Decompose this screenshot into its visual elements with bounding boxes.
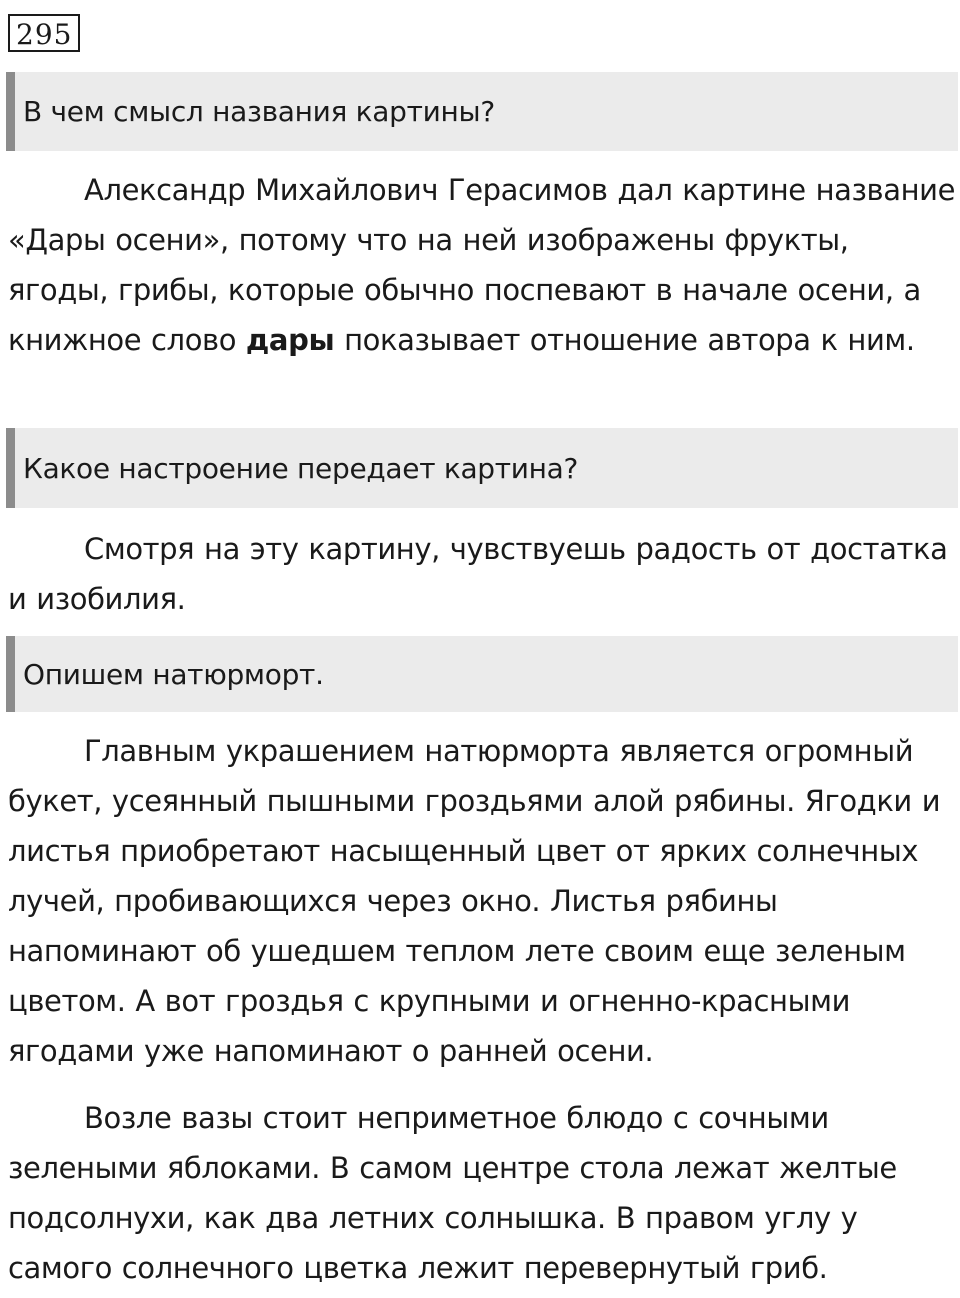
question-label: Опишем натюрморт.	[23, 657, 324, 691]
answer-mood: Смотря на эту картину, чувствуешь радость от достатка и изобилия.	[8, 532, 948, 616]
answer-text: показывает отношение автора к ним.	[334, 323, 915, 357]
question-title-meaning	[6, 72, 958, 151]
answer-text: Александр Михайлович Герасимов дал картине название «Дары осени», потому что на ней изображены фрукты, ягоды, грибы, которые обычно поспевают в начале осени, а книжное слово	[8, 173, 956, 357]
question-label: В чем смысл названия картины?	[23, 95, 495, 128]
bold-keyword: дары	[245, 323, 335, 357]
page-number: 295	[8, 14, 80, 52]
answer-title-meaning	[8, 165, 956, 365]
answer-still-life-paragraph-1: Главным украшением натюрморта является огромный букет, усеянный пышными гроздьями алой рябины. Ягодки и листья приобретают насыщенный цвет от ярких солнечных лучей, пробивающихся через окно. Листья рябины напоминают об ушедшем теплом лете своим еще зеленым цветом. А вот гроздья с крупными и огненно-красными ягодами уже напоминают о ранней осени.	[8, 734, 941, 1068]
question-still-life	[6, 636, 958, 712]
answer-still-life-paragraph-2: Возле вазы стоит неприметное блюдо с сочными зелеными яблоками. В самом центре стола лежат желтые подсолнухи, как два летних солнышка. В правом углу у самого солнечного цветка лежит перевернутый гриб.	[8, 1101, 897, 1285]
question-label: Какое настроение передает картина?	[23, 451, 579, 485]
question-mood	[6, 428, 958, 508]
